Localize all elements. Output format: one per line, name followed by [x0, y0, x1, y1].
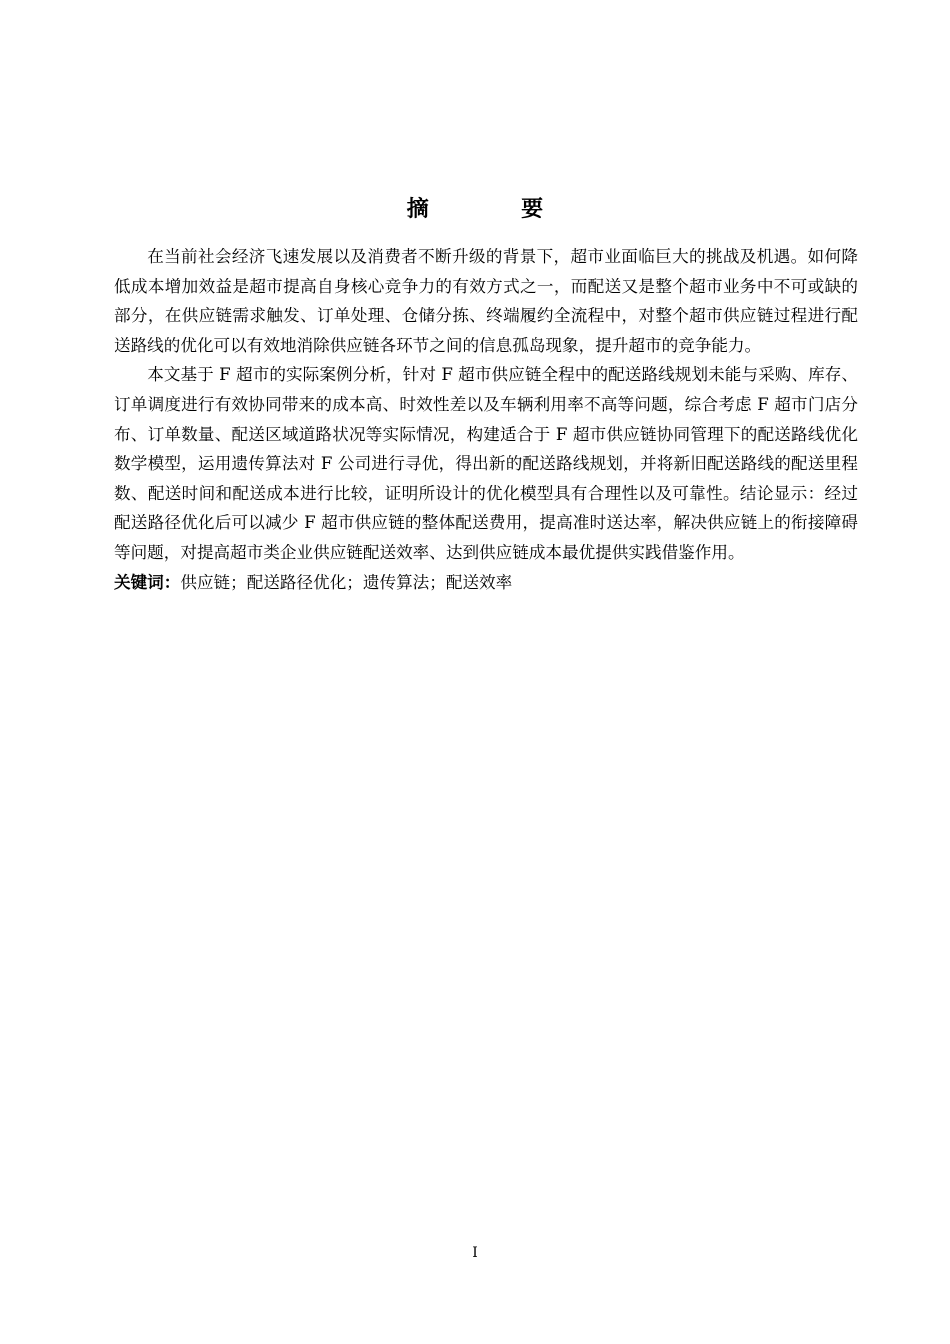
page-title: 摘 要 [406, 195, 579, 222]
abstract-body [114, 242, 858, 597]
abstract-paragraph-1: 在当前社会经济飞速发展以及消费者不断升级的背景下，超市业面临巨大的挑战及机遇。如何降低成本增加效益是超市提高自身核心竞争力的有效方式之一，而配送又是整个超市业务中不可或缺的部分，在供应链需求触发、订单处理、仓储分拣、终端履约全流程中，对整个超市供应链过程进行配送路线的优化可以有效地消除供应链各环节之间的信息孤岛现象，提升超市的竞争能力。 [114, 247, 858, 355]
keywords-label: 关键词： [114, 572, 181, 592]
abstract-paragraph-2: 本文基于 F 超市的实际案例分析，针对 F 超市供应链全程中的配送路线规划未能与采购、库存、订单调度进行有效协同带来的成本高、时效性差以及车辆利用率不高等问题，综合考虑 F 超市门店分布、订单数量、配送区域道路状况等实际情况，构建适合于 F 超市供应链协同管理下的配送路线优化数学模型，运用遗传算法对 F 公司进行寻优，得出新的配送路线规划，并将新旧配送路线的配送里程数、配送时间和配送成本进行比较，证明所设计的优化模型具有合理性以及可靠性。结论显示：经过配送路径优化后可以减少 F 超市供应链的整体配送费用，提高准时送达率，解决供应链上的衔接障碍等问题，对提高超市类企业供应链配送效率、达到供应链成本最优提供实践借鉴作用。 [114, 365, 858, 562]
page-number: I [472, 1245, 478, 1261]
keywords-text: 供应链；配送路径优化；遗传算法；配送效率 [180, 572, 513, 592]
keywords-line [114, 568, 858, 598]
